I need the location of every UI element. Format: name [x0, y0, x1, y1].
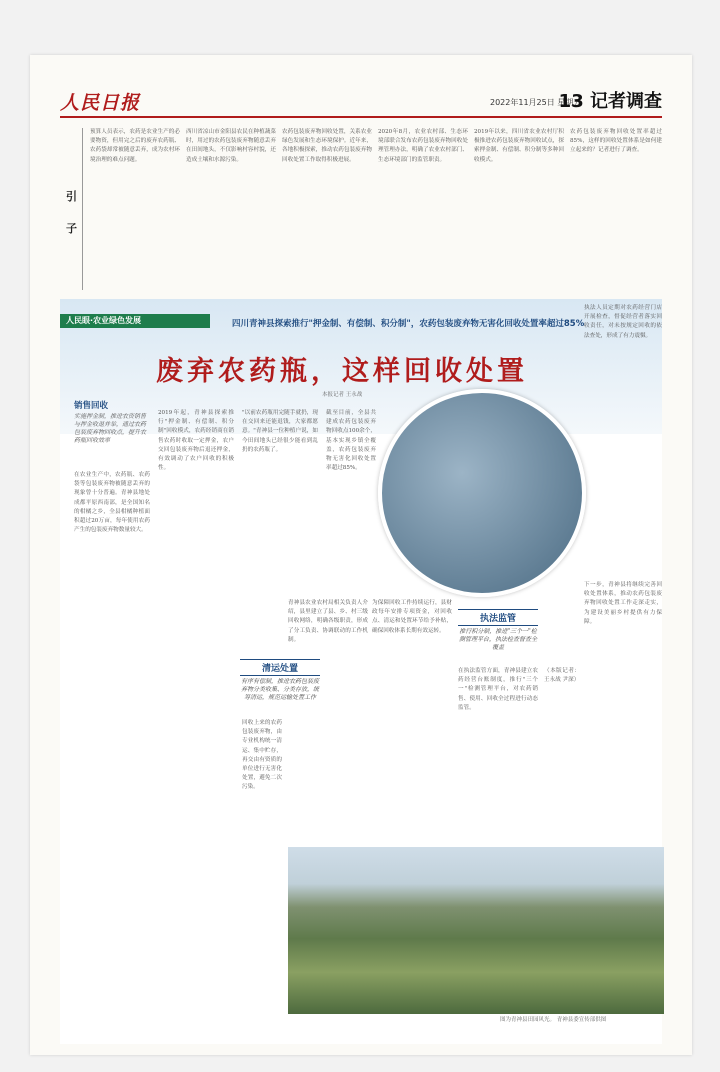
intro-label	[60, 128, 83, 290]
kicker-subtitle: 实施押金制，推进农资销售与押金收退并举，通过农药包装废弃物回收点，提升农药瓶回收效率	[74, 413, 147, 444]
feature-article	[60, 299, 662, 1044]
body-column: "以前农药瓶用完随手就扔，现在交回来还能退钱，大家都愿意。"青神县一位种植户说，如今田间地头已经很少能看到乱扔的农药瓶了。	[242, 410, 318, 453]
intro-column: 2020年8月，农业农村部、生态环境部联合发布农药包装废弃物回收处理管理办法，明确了农业农村部门、生态环境部门的监管职责。	[378, 129, 468, 163]
byline: 本报记者 王永战	[322, 392, 363, 398]
intro-section	[60, 128, 662, 290]
headline: 废弃农药瓶，这样回收处置	[156, 356, 528, 387]
body-column: 截至目前，全县共建成农药包装废弃物回收点100余个，基本实现乡镇全覆盖，农药包装废弃物无害化回收处置率超过85%。	[326, 410, 376, 472]
photo-credit: 图为青神县田园风光。 青神县委宣传部供图	[500, 1017, 607, 1023]
intro-column: 2019年以来，四川省农业农村厅积极推进农药包装废弃物回收试点，探索押金制、有偿制、积分制等多种回收模式。	[474, 129, 564, 163]
body-column: （本版记者：王永战 尹深）	[544, 668, 580, 684]
body-column: 为保障回收工作持续运行，县财政每年安排专项资金，对回收点、清运和处置环节给予补贴，确保回收体系长期有效运转。	[372, 600, 452, 634]
section-head-subtitle: 有序有偿制，推进农药包装废弃物分类收集、分类存放，统筹清运，规范运输处置工作	[240, 678, 319, 701]
section-head-enforcement	[458, 609, 538, 652]
body-column: 2019年起，青神县探索推行"押金制、有偿制、积分制"回收模式，农药经销商在销售农药时收取一定押金，农户交回包装废弃物后退还押金，有效调动了农户回收的积极性。	[158, 410, 234, 472]
issue-date: 2022年11月25日 星期五	[490, 98, 582, 107]
masthead	[60, 86, 662, 118]
feature-photo-circle	[378, 389, 586, 597]
kicker-title: 销售回收	[74, 401, 109, 411]
intro-column: 预算人员表示，农药是农业生产的必要物资，但用完之后的废弃农药瓶、农药袋却常被随意丢弃，成为农村环境治理的难点问题。	[90, 129, 180, 163]
intro-label-char: 引	[66, 190, 77, 203]
subheadline: 四川青神县探索推行"押金制、有偿制、积分制"，农药包装废弃物无害化回收处置率超过85%	[232, 319, 585, 329]
intro-label-char: 子	[66, 222, 77, 235]
body-column: 在执法监管方面，青神县建立农药经营台账制度，推行"三个一"检测管理平台，对农药销售、使用、回收全过程进行动态监管。	[458, 668, 538, 711]
kicker-box	[74, 399, 150, 445]
body-column: 青神县农业农村局相关负责人介绍，县里建立了县、乡、村三级回收网络，明确各级职责，形成了分工负责、协调联动的工作机制。	[288, 600, 368, 643]
section-head-title: 执法监管	[458, 609, 538, 626]
intro-column: 农药包装废弃物回收处置率超过85%，这样的回收处置体系是如何建立起来的？记者进行了调查。	[570, 129, 662, 154]
section-head-subtitle: 推行积分制，推进"三个一"检测管理平台，执法检查督查全覆盖	[458, 628, 537, 651]
body-column: 回收上来的农药包装废弃物，由专业机构统一清运、集中贮存，再交由有资质的单位进行无害化处置，避免二次污染。	[242, 720, 282, 791]
newspaper-page	[30, 55, 692, 1055]
section-label: 人民眼·农业绿色发展	[60, 314, 210, 328]
newspaper-logo: 人民日报	[60, 92, 141, 114]
section-head-title: 清运处置	[240, 659, 320, 676]
page-number-title: 13 记者调查	[558, 91, 662, 112]
intro-column: 农药包装废弃物回收处置，关系农业绿色发展和生态环境保护。近年来，各地积极探索，推动农药包装废弃物回收处置工作取得积极进展。	[282, 129, 372, 163]
intro-column: 西川省凉山市金阳县农民在种植蔬菜时，用过的农药包装废弃物随意丢弃在田间地头，不仅影响村容村貌，还造成土壤和水源污染。	[186, 129, 276, 163]
body-column: 在农业生产中，农药瓶、农药袋等包装废弃物被随意丢弃的现象曾十分普遍。青神县地处成都平原西南部，是全国知名的柑橘之乡，全县柑橘种植面积超过20万亩，每年使用农药产生的包装废弃物数量较大。	[74, 472, 150, 534]
landscape-photo	[288, 847, 664, 1014]
body-column: 执法人员定期对农药经营门店开展检查，督促经营者落实回收责任，对未按规定回收的依法查处，形成了有力震慑。	[584, 305, 662, 339]
body-column: 下一步，青神县将继续完善回收处置体系，推动农药包装废弃物回收处置工作走深走实，为建设美丽乡村提供有力保障。	[584, 582, 662, 625]
